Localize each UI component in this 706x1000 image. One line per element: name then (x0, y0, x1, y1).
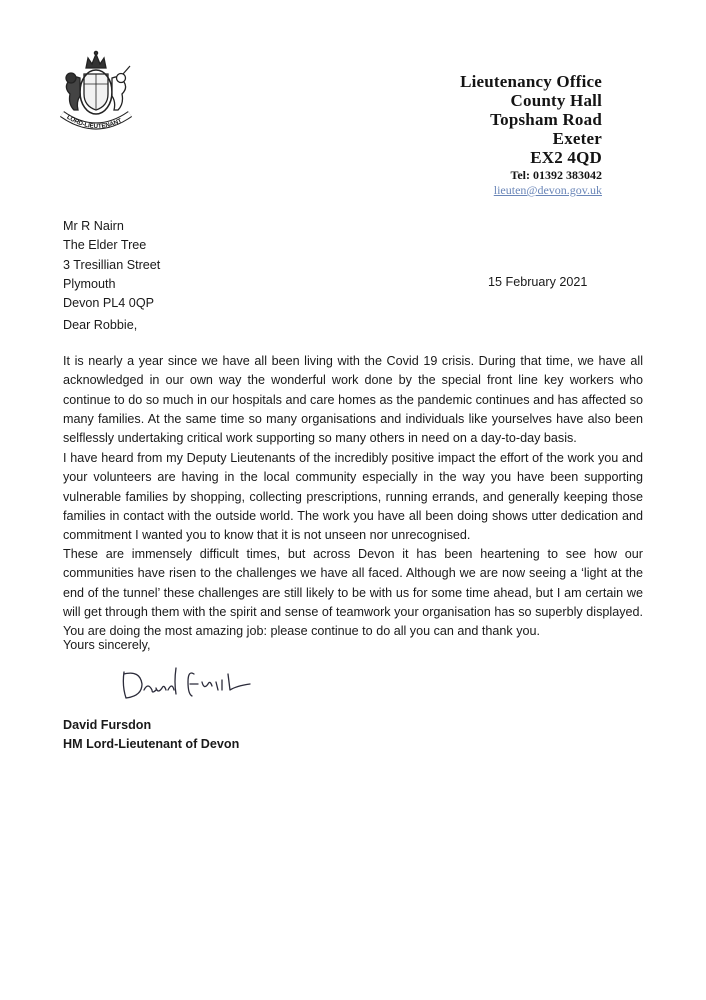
closing-line: Yours sincerely, (63, 638, 151, 652)
recipient-line-1: The Elder Tree (63, 238, 147, 253)
royal-crest-logo (52, 48, 140, 140)
letter-date: 15 February 2021 (488, 275, 588, 289)
signer-name: David Fursdon (63, 718, 152, 732)
recipient-line-4: Devon PL4 0QP (63, 296, 155, 311)
recipient-line-2: 3 Tresillian Street (63, 257, 161, 272)
salutation: Dear Robbie, (63, 318, 138, 332)
body-paragraph-1: It is nearly a year since we have all been living with the Covid 19 crisis. During that time, we have all acknowledged in our own way the wonderful work done by the special front line key workers who continue to do so much in our hospitals and care homes as the pandemic continues and has affected so many families. At the same time so many organisations and individuals like yourselves have also been selflessly undertaking critical work supporting so many others in need on a day-to-day basis. (63, 354, 643, 446)
handwritten-signature (118, 660, 268, 704)
recipient-line-3: Plymouth (63, 276, 116, 291)
sender-address-block (460, 72, 602, 197)
crest-ribbon-text: LORD-LIEUTENANT (65, 113, 123, 131)
office-postcode: EX2 4QD (530, 148, 602, 167)
recipient-address-block (63, 217, 160, 313)
office-email-link[interactable]: lieuten@devon.gov.uk (493, 183, 602, 197)
office-line-2: County Hall (510, 91, 602, 110)
body-paragraph-3: These are immensely difficult times, but across Devon it has been heartening to see how our communities have risen to the challenges we have all faced. Although we are now seeing a ‘light at the end of the tunnel’ these challenges are still likely to be with us for some time ahead, but I am certain we will get through them with the spirit and sense of teamwork your organisation has so superbly displayed. You are doing the most amazing job: please continue to do all you can and thank you. (63, 547, 643, 639)
signer-block (63, 716, 239, 755)
office-line-3: Topsham Road (490, 110, 602, 129)
recipient-name: Mr R Nairn (63, 219, 124, 233)
svg-text:LORD-LIEUTENANT (65, 114, 123, 130)
office-line-1: Lieutenancy Office (460, 72, 602, 91)
office-telephone: Tel: 01392 383042 (510, 168, 602, 182)
signer-title: HM Lord-Lieutenant of Devon (63, 737, 240, 752)
office-line-4: Exeter (552, 129, 602, 148)
body-paragraph-2: I have heard from my Deputy Lieutenants of the incredibly positive impact the effort of the work you and your volunteers are having in the local community especially in the way you have been supporting vulnerable families by shopping, collecting prescriptions, running errands, and generally keeping those families in contact with the outside world. The work you have all been doing shows utter dedication and commitment I wanted you to know that it is not unseen nor unrecognised. (63, 451, 643, 543)
